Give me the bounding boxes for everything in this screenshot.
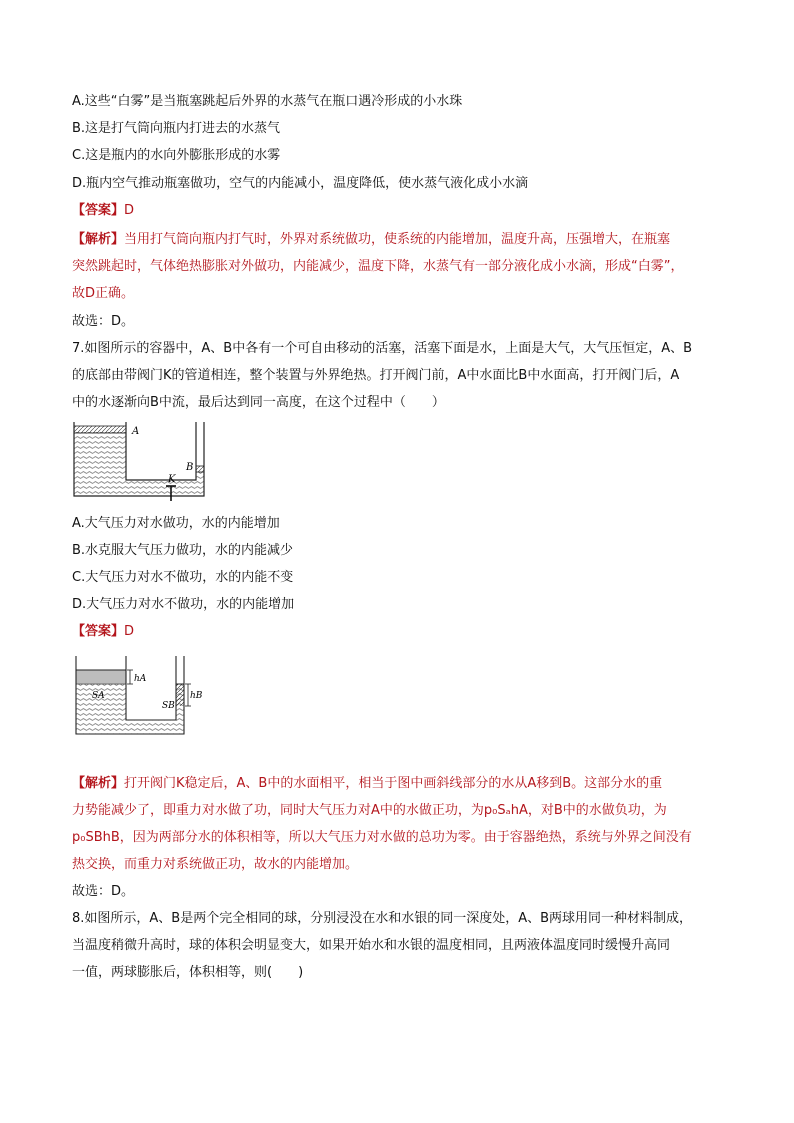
label-hb: hB bbox=[190, 691, 203, 701]
label-k: K bbox=[168, 474, 176, 485]
q7-analysis-line-4: 热交换，而重力对系统做正功，故水的内能增加。 bbox=[72, 857, 359, 872]
piston-b bbox=[196, 466, 204, 472]
q6-answer bbox=[72, 201, 134, 221]
label-ha: hA bbox=[134, 674, 147, 684]
q7-analysis-line-2: 力势能减少了，即重力对水做了功，同时大气压力对A中的水做正功，为p₀SₐhA，对B中的水做负功，为 bbox=[72, 803, 667, 818]
q6-analysis-line-2: 突然跳起时，气体绝热膨胀对外做功，内能减少，温度下降，水蒸气有一部分液化成小水滴，形成“白雾”， bbox=[72, 259, 684, 274]
q7-option-d: D.大气压力对水不做功，水的内能增加 bbox=[72, 597, 295, 612]
q7-answer bbox=[72, 622, 134, 642]
q6-option-c: C.这是瓶内的水向外膨胀形成的水雾 bbox=[72, 148, 281, 163]
analysis-text: 打开阀门K稳定后，A、B中的水面相平，相当于图中画斜线部分的水从A移到B。这部分水的重 bbox=[124, 776, 663, 791]
q7-conclusion: 故选：D。 bbox=[72, 884, 135, 899]
q8-stem-line-3: 一值，两球膨胀后，体积相等，则( ) bbox=[72, 965, 304, 980]
q8-stem-line-1: 8.如图所示，A、B是两个完全相同的球，分别浸没在水和水银的同一深度处，A、B两球用同一种材料制成， bbox=[72, 911, 693, 926]
label-b: B bbox=[186, 462, 194, 473]
answer-tag: 【答案】 bbox=[72, 624, 125, 639]
piston-a bbox=[74, 426, 126, 433]
analysis-text: 当用打气筒向瓶内打气时，外界对系统做功，使系统的内能增加，温度升高，压强增大，在瓶塞 bbox=[124, 232, 671, 247]
q6-analysis-line-3: 故D正确。 bbox=[72, 286, 135, 301]
analysis-tag: 【解析】 bbox=[72, 776, 125, 791]
q7-figure-container bbox=[70, 420, 210, 502]
q6-conclusion: 故选：D。 bbox=[72, 314, 135, 329]
label-sa: SA bbox=[92, 691, 105, 701]
q7-stem-line-2: 的底部由带阀门K的管道相连，整个装置与外界绝热。打开阀门前，A中水面比B中水面高，打开阀门后，A bbox=[72, 368, 680, 383]
answer-value: D bbox=[124, 203, 135, 218]
q7-option-a: A.大气压力对水做功，水的内能增加 bbox=[72, 516, 280, 531]
answer-tag: 【答案】 bbox=[72, 203, 125, 218]
q7-analysis-line-1 bbox=[72, 774, 662, 794]
q7-stem-line-3: 中的水逐渐向B中流，最后达到同一高度，在这个过程中（ ） bbox=[72, 395, 445, 410]
q7-option-c: C.大气压力对水不做功，水的内能不变 bbox=[72, 570, 294, 585]
label-a: A bbox=[132, 426, 140, 437]
label-sb: SB bbox=[162, 701, 175, 711]
q7-analysis-figure bbox=[70, 652, 210, 740]
q6-option-d: D.瓶内空气推动瓶塞做功，空气的内能减小，温度降低，使水蒸气液化成小水滴 bbox=[72, 176, 529, 191]
q6-option-b: B.这是打气筒向瓶内打进去的水蒸气 bbox=[72, 121, 281, 136]
analysis-tag: 【解析】 bbox=[72, 232, 125, 247]
q6-analysis-line-1 bbox=[72, 230, 670, 250]
q7-option-b: B.水克服大气压力做功，水的内能减少 bbox=[72, 543, 294, 558]
q8-stem-line-2: 当温度稍微升高时，球的体积会明显变大，如果开始水和水银的温度相同，且两液体温度同时缓慢升高同 bbox=[72, 938, 671, 953]
answer-value: D bbox=[124, 624, 135, 639]
q7-stem-line-1: 7.如图所示的容器中，A、B中各有一个可自由移动的活塞，活塞下面是水，上面是大气，大气压恒定，A、B bbox=[72, 341, 693, 356]
q6-option-a: A.这些“白雾”是当瓶塞跳起后外界的水蒸气在瓶口遇冷形成的小水珠 bbox=[72, 94, 463, 109]
q7-analysis-line-3: p₀SBhB，因为两部分水的体积相等，所以大气压力对水做的总功为零。由于容器绝热，系统与外界之间没有 bbox=[72, 830, 692, 845]
